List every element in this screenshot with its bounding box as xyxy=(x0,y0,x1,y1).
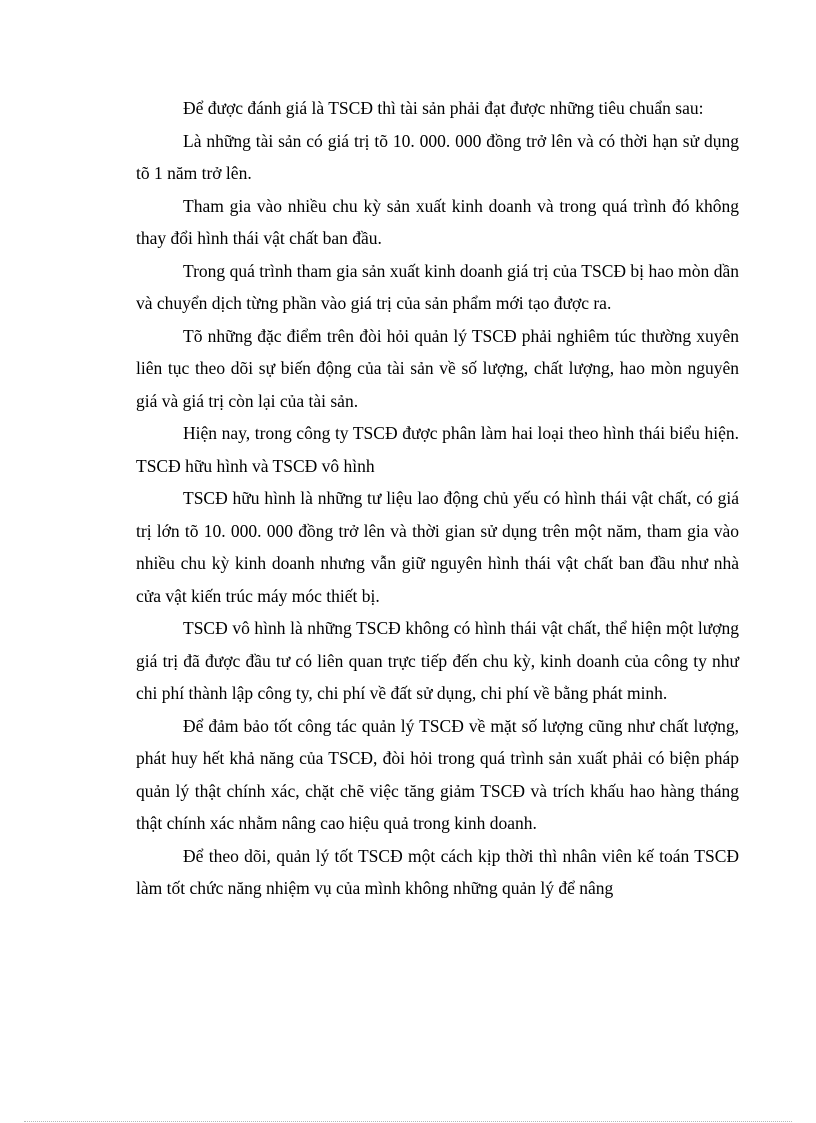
paragraph-value-criterion: Là những tài sản có giá trị tõ 10. 000. 000 đồng trở lên và có thời hạn sử dụng tõ 1 năm trở lên. xyxy=(136,130,739,183)
paragraph-accountant-role: Để theo dõi, quản lý tốt TSCĐ một cách kịp thời thì nhân viên kế toán TSCĐ làm tốt chức năng nhiệm vụ của mình không những quản lý để nâng xyxy=(136,845,739,898)
paragraph-depreciation: Trong quá trình tham gia sản xuất kinh doanh giá trị của TSCĐ bị hao mòn dần và chuyển dịch từng phần vào giá trị của sản phẩm mới tạo được ra. xyxy=(136,260,739,313)
paragraph-management-requirements: Tõ những đặc điểm trên đòi hỏi quản lý TSCĐ phải nghiêm túc thường xuyên liên tục theo dõi sự biến động của tài sản về số lượng, chất lượng, hao mòn nguyên giá và giá trị còn lại của tài sản. xyxy=(136,325,739,411)
paragraph-intangible-assets: TSCĐ vô hình là những TSCĐ không có hình thái vật chất, thể hiện một lượng giá trị đã được đầu tư có liên quan trực tiếp đến chu kỳ, kinh doanh của công ty như chi phí thành lập công ty, chi phí về đất sử dụng, chi phí về bằng phát minh. xyxy=(136,618,739,703)
paragraph-tangible-assets: TSCĐ hữu hình là những tư liệu lao động chủ yếu có hình thái vật chất, có giá trị lớn tõ 10. 000. 000 đồng trở lên và thời gian sử dụng trên một năm, tham gia vào nhiều chu kỳ kinh doanh nhưng vẫn giữ nguyên hình thái vật chất ban đầu như nhà cửa vật kiến trúc máy móc thiết bị. xyxy=(136,488,739,606)
page-bottom-divider xyxy=(24,1121,792,1122)
paragraph-criteria-intro: Để được đánh giá là TSCĐ thì tài sản phải đạt được những tiêu chuẩn sau: xyxy=(183,98,704,118)
paragraph-management-quality: Để đảm bảo tốt công tác quản lý TSCĐ về mặt số lượng cũng như chất lượng, phát huy hết khả năng của TSCĐ, đòi hỏi trong quá trình sản xuất phải có biện pháp quản lý thật chính xác, chặt chẽ việc tăng giảm TSCĐ và trích khấu hao hàng tháng thật chính xác nhằm nâng cao hiệu quả trong kinh doanh. xyxy=(136,715,739,833)
paragraph-production-cycle: Tham gia vào nhiều chu kỳ sản xuất kinh doanh và trong quá trình đó không thay đổi hình thái vật chất ban đầu. xyxy=(136,195,739,248)
body-text xyxy=(136,92,739,905)
paragraph-classification: Hiện nay, trong công ty TSCĐ được phân làm hai loại theo hình thái biểu hiện. TSCĐ hữu hình và TSCĐ vô hình xyxy=(136,423,739,476)
